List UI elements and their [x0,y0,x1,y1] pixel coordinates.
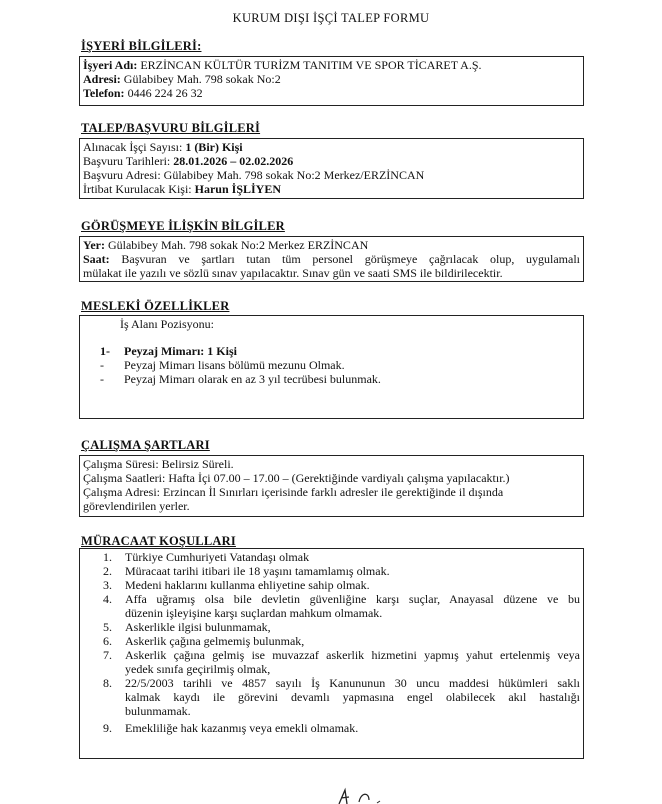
condition-number: 3. [103,578,112,592]
employer-name-value: ERZİNCAN KÜLTÜR TURİZM TANITIM VE SPOR TİCARET A.Ş. [140,58,482,72]
employer-box [79,56,584,106]
interview-place-label: Yer: [83,238,105,252]
condition-number: 5. [103,620,112,634]
working-address-line2: görevlendirilen yerler. [83,499,190,513]
interview-place-value: Gülabibey Mah. 798 sokak No:2 Merkez ERZİNCAN [107,238,369,252]
conditions-heading: MÜRACAAT KOŞULLARI [81,534,236,548]
employer-phone-label: Telefon: [83,86,125,100]
requirement-item [83,358,580,372]
signature-mark [325,786,385,804]
application-box [79,138,584,199]
condition-text-cont: bulunmamak. [125,704,191,718]
requirement-dash: - [100,358,104,372]
worker-count-row [83,140,580,154]
condition-number: 2. [103,564,112,578]
condition-text: Askerlik çağına gelmemiş bulunmak, [125,634,305,648]
working-duration: Çalışma Süresi: Belirsiz Süreli. [83,457,234,471]
worker-count-value: 1 (Bir) Kişi [185,140,243,154]
application-heading: TALEP/BAŞVURU BİLGİLERİ [81,121,261,135]
condition-text-cont: düzenin işleyişine karşı suçlardan mahkum olmamak. [125,606,383,620]
condition-number: 8. [103,676,112,690]
form-title: KURUM DIŞI İŞÇİ TALEP FORMU [232,11,430,25]
employer-address-value: Gülabibey Mah. 798 sokak No:2 [123,72,281,86]
conditions-list [83,550,580,735]
employer-phone-row [83,86,580,100]
condition-text-cont: kalmak kaydı ile görevini devamlı yapmasına engel olabilecek akıl hastalığı [125,690,580,704]
employer-heading: İŞYERİ BİLGİLERİ: [81,39,202,53]
application-address-label: Başvuru Adresi: [83,168,161,182]
conditions-box [79,548,584,759]
application-address-row [83,168,580,182]
condition-text: Affa uğramış olsa bile devletin güvenliğine karşı suçlar, Anayasal düzene ve bu [125,592,580,606]
condition-number: 7. [103,648,112,662]
application-dates-value: 28.01.2026 – 02.02.2026 [173,154,294,168]
condition-item [83,620,580,634]
condition-text: Medeni haklarını kullanma ehliyetine sahip olmak. [125,578,370,592]
interview-time-line1: Başvuran ve şartları tutan tüm personel görüşmeye çağrılacak olup, uygulamalı [121,252,580,266]
employer-name-row [83,58,580,72]
professional-box [79,315,584,419]
interview-time-row [83,252,580,266]
condition-item [83,648,580,676]
interview-heading: GÖRÜŞMEYE İLİŞKİN BİLGİLER [81,219,285,233]
condition-text: Müracaat tarihi itibari ile 18 yaşını tamamlamış olmak. [125,564,390,578]
application-address-value: Gülabibey Mah. 798 sokak No:2 Merkez/ERZİNCAN [163,168,425,182]
employer-name-label: İşyeri Adı: [83,58,138,72]
working-box [79,455,584,517]
working-address-line1: Çalışma Adresi: Erzincan İl Sınırları içerisinde farklı adresler ile gerektiğinde il dışında [83,485,504,499]
working-hours: Çalışma Saatleri: Hafta İçi 07.00 – 17.00 – (Gerektiğinde vardiyalı çalışma yapılacaktır.) [83,471,510,485]
condition-item [83,564,580,578]
application-dates-row [83,154,580,168]
condition-text: Askerlikle ilgisi bulunmamak, [125,620,271,634]
requirement-text: Peyzaj Mimarı lisans bölümü mezunu Olmak. [124,358,345,372]
condition-item [83,578,580,592]
interview-place-row [83,238,580,252]
job-number: 1- [100,344,110,358]
condition-number: 9. [103,721,112,735]
employer-address-label: Adresi: [83,72,121,86]
employer-address-row [83,72,580,86]
interview-time-line2: mülakat ile yazılı ve sözlü sınav yapılacaktır. Sınav gün ve saati SMS ile bildirilecektir. [83,266,503,280]
requirement-text: Peyzaj Mimarı olarak en az 3 yıl tecrübesi bulunmak. [124,372,381,386]
contact-row [83,182,580,196]
condition-item [83,550,580,564]
worker-count-label: Alınacak İşçi Sayısı: [83,140,183,154]
application-dates-label: Başvuru Tarihleri: [83,154,171,168]
condition-text: 22/5/2003 tarihli ve 4857 sayılı İş Kanununun 30 uncu maddesi hükümleri saklı [125,676,580,690]
professional-heading: MESLEKİ ÖZELLİKLER [81,299,230,313]
condition-number: 4. [103,592,112,606]
condition-text: Askerlik çağına gelmiş ise muvazzaf askerlik hizmetini yapmış yahut ertelenmiş veya [125,648,580,662]
condition-item [83,721,580,735]
contact-value: Harun İŞLİYEN [194,182,282,196]
job-title: Peyzaj Mimarı: 1 Kişi [124,344,237,358]
interview-time-label: Saat: [83,252,110,266]
position-label: İş Alanı Pozisyonu: [120,317,215,331]
condition-text: Türkiye Cumhuriyeti Vatandaşı olmak [125,550,310,564]
working-heading: ÇALIŞMA ŞARTLARI [81,438,210,452]
requirement-dash: - [100,372,104,386]
condition-text-cont: yedek sınıfa geçirilmiş olmak, [125,662,271,676]
condition-item [83,676,580,718]
condition-number: 1. [103,550,112,564]
job-list [83,344,580,386]
condition-item [83,592,580,620]
job-title-row [83,344,580,358]
contact-label: İrtibat Kurulacak Kişi: [83,182,192,196]
requirement-item [83,372,580,386]
condition-number: 6. [103,634,112,648]
condition-item [83,634,580,648]
interview-box [79,236,584,282]
employer-phone-value: 0446 224 26 32 [127,86,203,100]
condition-text: Emekliliğe hak kazanmış veya emekli olmamak. [125,721,359,735]
